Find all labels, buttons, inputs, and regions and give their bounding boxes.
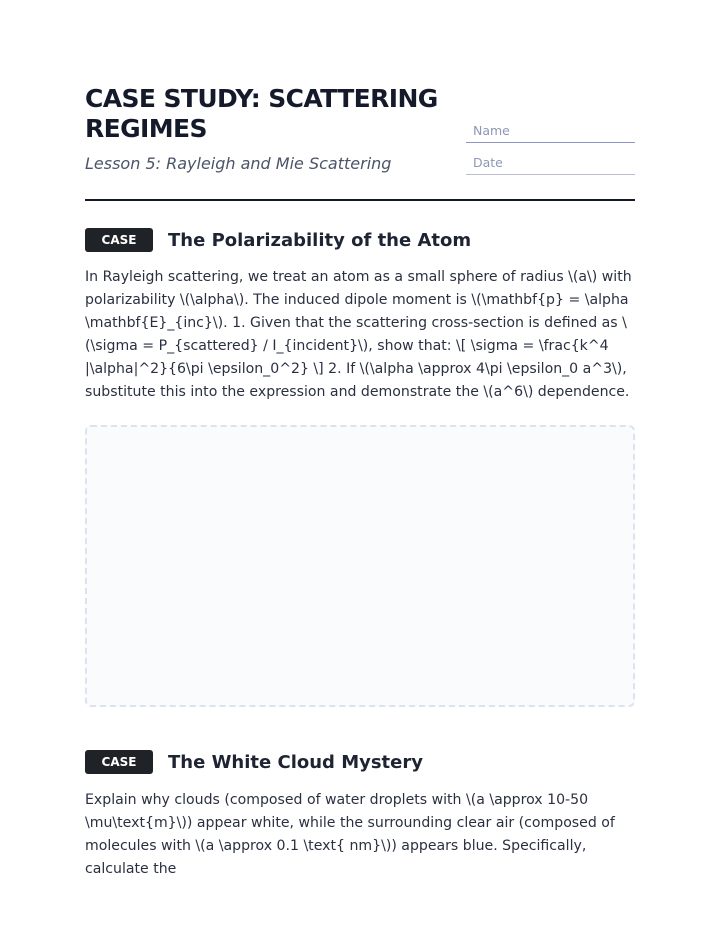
case-02-badge: CASE 02 <box>85 750 153 774</box>
name-field[interactable]: Name <box>466 121 635 143</box>
case-01-title: The Polarizability of the Atom <box>168 229 472 251</box>
date-field[interactable]: Date <box>466 153 635 175</box>
case-01-answer-box[interactable] <box>85 425 635 707</box>
case-02-prompt: Explain why clouds (composed of water droplets with \(a \approx 10-50 \mu\text{m}\)) appear white, while the surrounding clear air (composed of molecules with \(a \approx 0.1 \text{ nm}\)) appears blue. Specifically, calculate the <box>85 792 615 877</box>
worksheet-title: CASE STUDY: SCATTERING REGIMES <box>85 84 438 143</box>
case-01-badge: CASE 01 <box>85 228 153 252</box>
case-02-title: The White Cloud Mystery <box>168 751 423 773</box>
worksheet-header <box>85 84 635 201</box>
case-01-heading <box>85 227 472 271</box>
case-01-prompt: In Rayleigh scattering, we treat an atom as a small sphere of radius \(a\) with polarizability \(\alpha\). The induced dipole moment is \(\mathbf{p} = \alpha \mathbf{E}_{inc}\). 1. Given that the scattering cross-section is defined as \(\sigma = P_{scattered} / I_{incident}\), show that: \[ \sigma = \frac{k^4 |\alpha|^2}{6\pi \epsilon_0^2} \] 2. If \(\alpha \approx 4\pi \epsilon_0 a^3\), substitute this into the expression and demonstrate the \(a^6\) dependence. <box>85 269 632 400</box>
case-02-heading <box>85 749 423 793</box>
lesson-subtitle: Lesson 5: Rayleigh and Mie Scattering <box>85 154 392 173</box>
